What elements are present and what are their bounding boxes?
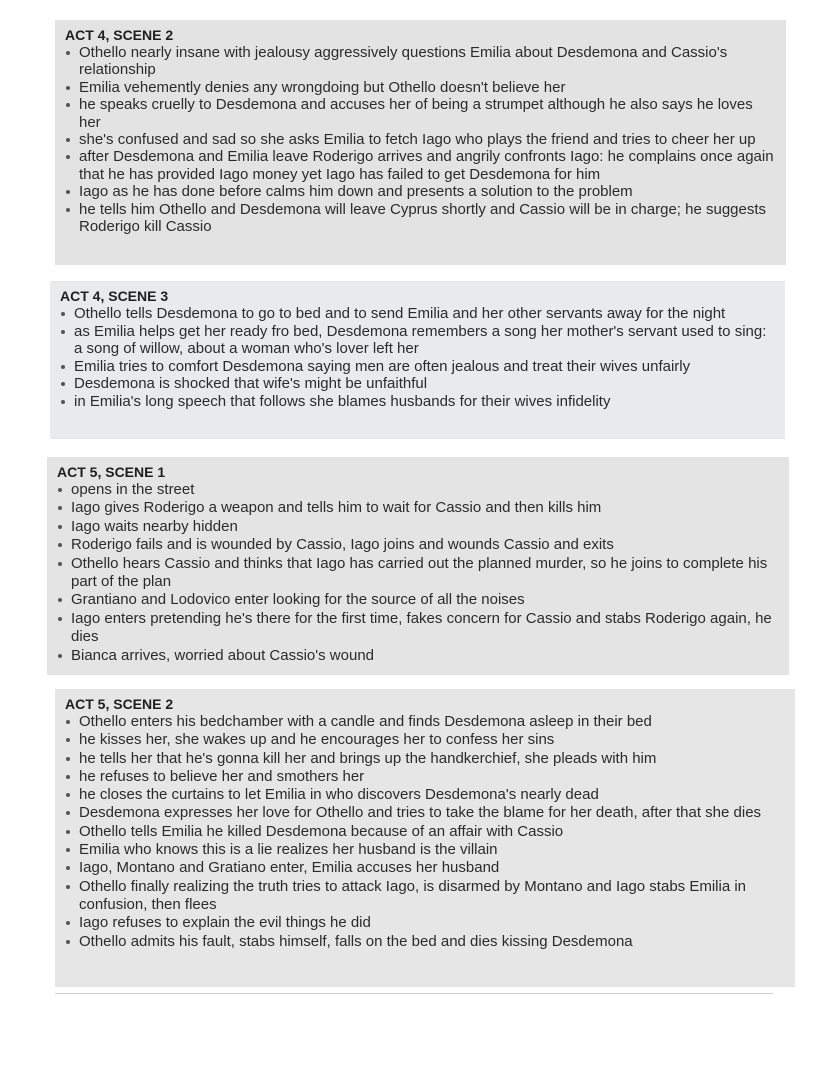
bullet-dot-icon [66, 921, 70, 925]
scene-card-act4-scene3 [50, 281, 785, 439]
bullet-dot-icon [66, 51, 70, 55]
list-item: she's confused and sad so she asks Emilia to fetch Iago who plays the friend and tries to cheer her up [65, 131, 776, 148]
bullet-dot-icon [66, 738, 70, 742]
bullet-dot-icon [66, 190, 70, 194]
bullet-dot-icon [58, 617, 62, 621]
scene-heading: ACT 5, SCENE 2 [65, 696, 174, 712]
bullet-dot-icon [61, 365, 65, 369]
list-item: he tells him Othello and Desdemona will leave Cyprus shortly and Cassio will be in charge; he suggests Roderigo kill Cassio [65, 201, 776, 236]
bullet-dot-icon [66, 103, 70, 107]
list-item: he kisses her, she wakes up and he encourages her to confess her sins [65, 731, 785, 749]
list-item: Othello finally realizing the truth tries to attack Iago, is disarmed by Montano and Iago stabs Emilia in confusion, then flees [65, 878, 785, 915]
bullet-dot-icon [58, 525, 62, 529]
bullet-dot-icon [58, 562, 62, 566]
list-item: Othello hears Cassio and thinks that Iago has carried out the planned murder, so he joins to complete his part of the plan [57, 555, 779, 592]
list-item: Roderigo fails and is wounded by Cassio, Iago joins and wounds Cassio and exits [57, 536, 779, 554]
scene-card-act5-scene1 [47, 457, 789, 675]
bullet-dot-icon [58, 543, 62, 547]
bullet-dot-icon [66, 757, 70, 761]
bullet-dot-icon [66, 138, 70, 142]
scene-card-act5-scene2 [55, 689, 795, 987]
scene-bullet-list [57, 481, 779, 665]
bullet-dot-icon [61, 330, 65, 334]
bullet-dot-icon [66, 940, 70, 944]
bullet-dot-icon [61, 382, 65, 386]
list-item: he speaks cruelly to Desdemona and accuses her of being a strumpet although he also says he loves her [65, 96, 776, 131]
list-item: in Emilia's long speech that follows she blames husbands for their wives infidelity [60, 393, 775, 411]
list-item: Grantiano and Lodovico enter looking for the source of all the noises [57, 591, 779, 609]
list-item: Iago as he has done before calms him down and presents a solution to the problem [65, 183, 776, 200]
list-item: he closes the curtains to let Emilia in who discovers Desdemona's nearly dead [65, 786, 785, 804]
scene-bullet-list [60, 305, 775, 411]
bullet-dot-icon [58, 488, 62, 492]
bullet-dot-icon [66, 720, 70, 724]
bullet-dot-icon [58, 598, 62, 602]
scene-heading: ACT 5, SCENE 1 [57, 464, 166, 480]
scene-bullet-list [65, 44, 776, 235]
list-item: Desdemona is shocked that wife's might be unfaithful [60, 375, 775, 393]
list-item: Emilia who knows this is a lie realizes her husband is the villain [65, 841, 785, 859]
bullet-dot-icon [66, 848, 70, 852]
bullet-dot-icon [61, 312, 65, 316]
bullet-dot-icon [66, 830, 70, 834]
scene-heading: ACT 4, SCENE 2 [65, 27, 174, 43]
list-item: as Emilia helps get her ready fro bed, Desdemona remembers a song her mother's servant used to sing: a song of willow, about a woman who's lover left her [60, 323, 775, 358]
bullet-dot-icon [61, 400, 65, 404]
bullet-dot-icon [66, 155, 70, 159]
scene-heading: ACT 4, SCENE 3 [60, 288, 169, 304]
list-item: Iago gives Roderigo a weapon and tells him to wait for Cassio and then kills him [57, 499, 779, 517]
list-item: Othello enters his bedchamber with a candle and finds Desdemona asleep in their bed [65, 713, 785, 731]
bullet-dot-icon [66, 793, 70, 797]
bullet-dot-icon [66, 885, 70, 889]
list-item: Emilia vehemently denies any wrongdoing but Othello doesn't believe her [65, 79, 776, 96]
list-item: Othello tells Emilia he killed Desdemona because of an affair with Cassio [65, 823, 785, 841]
list-item: Iago waits nearby hidden [57, 518, 779, 536]
list-item: he tells her that he's gonna kill her and brings up the handkerchief, she pleads with him [65, 750, 785, 768]
list-item: he refuses to believe her and smothers her [65, 768, 785, 786]
bullet-dot-icon [66, 775, 70, 779]
list-item: Desdemona expresses her love for Othello and tries to take the blame for her death, after that she dies [65, 804, 785, 822]
scene-bullet-list [65, 713, 785, 951]
list-item: opens in the street [57, 481, 779, 499]
bullet-dot-icon [58, 506, 62, 510]
list-item: Bianca arrives, worried about Cassio's wound [57, 647, 779, 665]
list-item: Othello admits his fault, stabs himself, falls on the bed and dies kissing Desdemona [65, 933, 785, 951]
divider [55, 993, 773, 994]
list-item: Iago refuses to explain the evil things he did [65, 914, 785, 932]
bullet-dot-icon [58, 654, 62, 658]
list-item: after Desdemona and Emilia leave Roderigo arrives and angrily confronts Iago: he complains once again that he has provided Iago money yet Iago has failed to get Desdemona for him [65, 148, 776, 183]
bullet-dot-icon [66, 86, 70, 90]
list-item: Iago enters pretending he's there for the first time, fakes concern for Cassio and stabs Roderigo again, he dies [57, 610, 779, 647]
bullet-dot-icon [66, 811, 70, 815]
bullet-dot-icon [66, 208, 70, 212]
list-item: Othello nearly insane with jealousy aggressively questions Emilia about Desdemona and Cassio's relationship [65, 44, 776, 79]
list-item: Othello tells Desdemona to go to bed and to send Emilia and her other servants away for the night [60, 305, 775, 323]
scene-card-act4-scene2 [55, 20, 786, 265]
list-item: Iago, Montano and Gratiano enter, Emilia accuses her husband [65, 859, 785, 877]
bullet-dot-icon [66, 866, 70, 870]
list-item: Emilia tries to comfort Desdemona saying men are often jealous and treat their wives unfairly [60, 358, 775, 376]
